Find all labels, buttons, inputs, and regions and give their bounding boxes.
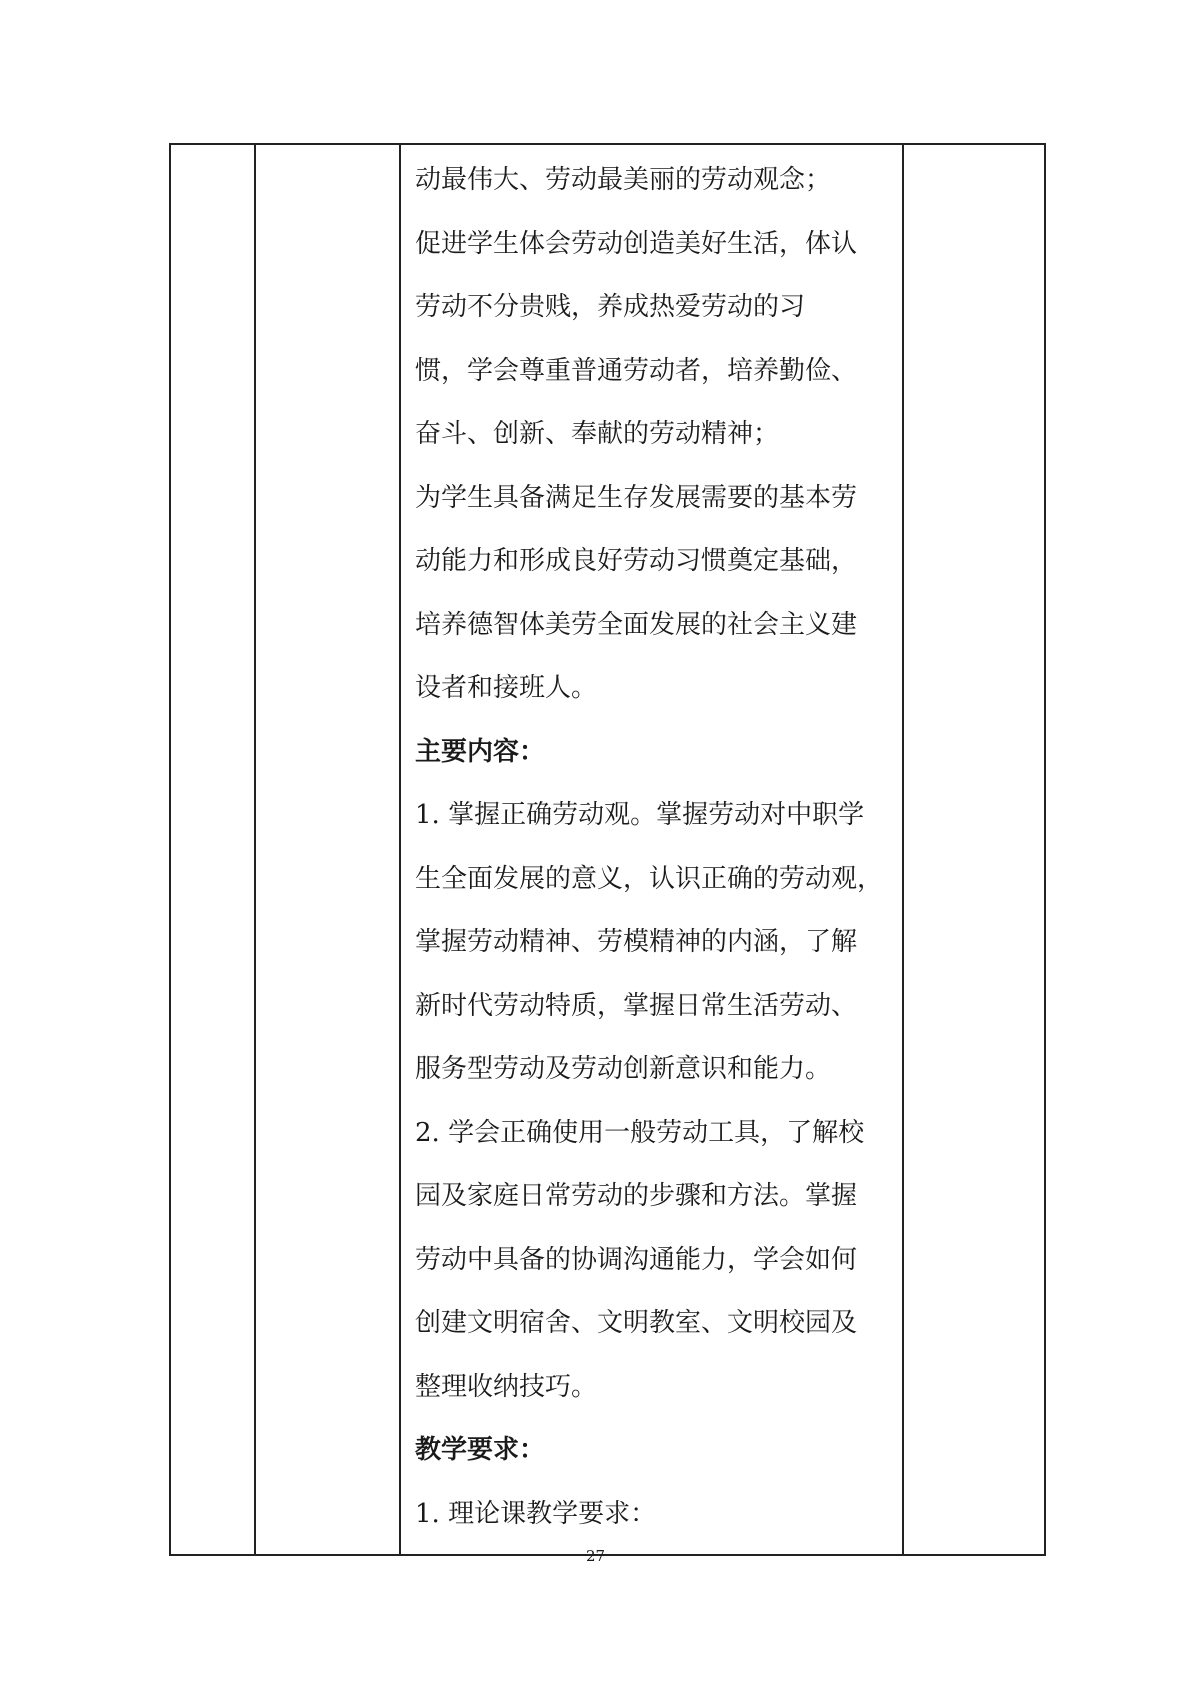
text-line: 创建文明宿舍、文明教室、文明校园及 [415, 1308, 858, 1338]
table-cell-empty-1 [170, 144, 255, 1555]
section-heading: 教学要求： [415, 1435, 546, 1465]
text-line: 设者和接班人。 [415, 673, 598, 703]
text-line: 生全面发展的意义，认识正确的劳动观， [415, 863, 884, 894]
text-line: 培养德智体美劳全面发展的社会主义建 [415, 609, 858, 640]
text-line: 动最伟大、劳动最美丽的劳动观念； [415, 165, 832, 195]
text-line: 掌握劳动精神、劳模精神的内涵，了解 [415, 927, 858, 957]
course-table [169, 143, 1046, 1556]
text-line: 1. 掌握正确劳动观。掌握劳动对中职学 [415, 800, 865, 830]
text-line: 促进学生体会劳动创造美好生活，体认 [415, 228, 858, 259]
text-line: 园及家庭日常劳动的步骤和方法。掌握 [415, 1181, 858, 1211]
page-number: 27 [585, 1547, 606, 1565]
text-line: 奋斗、创新、奉献的劳动精神； [415, 419, 780, 449]
text-line: 服务型劳动及劳动创新意识和能力。 [415, 1054, 832, 1084]
table-cell-empty-4 [903, 144, 1045, 1555]
text-line: 动能力和形成良好劳动习惯奠定基础， [415, 546, 858, 576]
section-heading: 主要内容： [415, 736, 546, 767]
text-line: 2. 学会正确使用一般劳动工具，了解校 [415, 1117, 865, 1148]
table-row [170, 144, 1045, 1555]
text-line: 新时代劳动特质，掌握日常生活劳动、 [415, 990, 858, 1021]
text-line: 劳动中具备的协调沟通能力，学会如何 [415, 1244, 858, 1275]
text-line: 整理收纳技巧。 [415, 1371, 598, 1402]
text-line: 惯，学会尊重普通劳动者，培养勤俭、 [415, 355, 858, 386]
text-line: 1. 理论课教学要求： [415, 1498, 657, 1529]
table-cell-content [400, 144, 903, 1555]
text-line: 为学生具备满足生存发展需要的基本劳 [415, 482, 858, 513]
text-line: 劳动不分贵贱，养成热爱劳动的习 [415, 292, 806, 322]
content-text [401, 145, 902, 1554]
table-cell-empty-2 [255, 144, 400, 1555]
